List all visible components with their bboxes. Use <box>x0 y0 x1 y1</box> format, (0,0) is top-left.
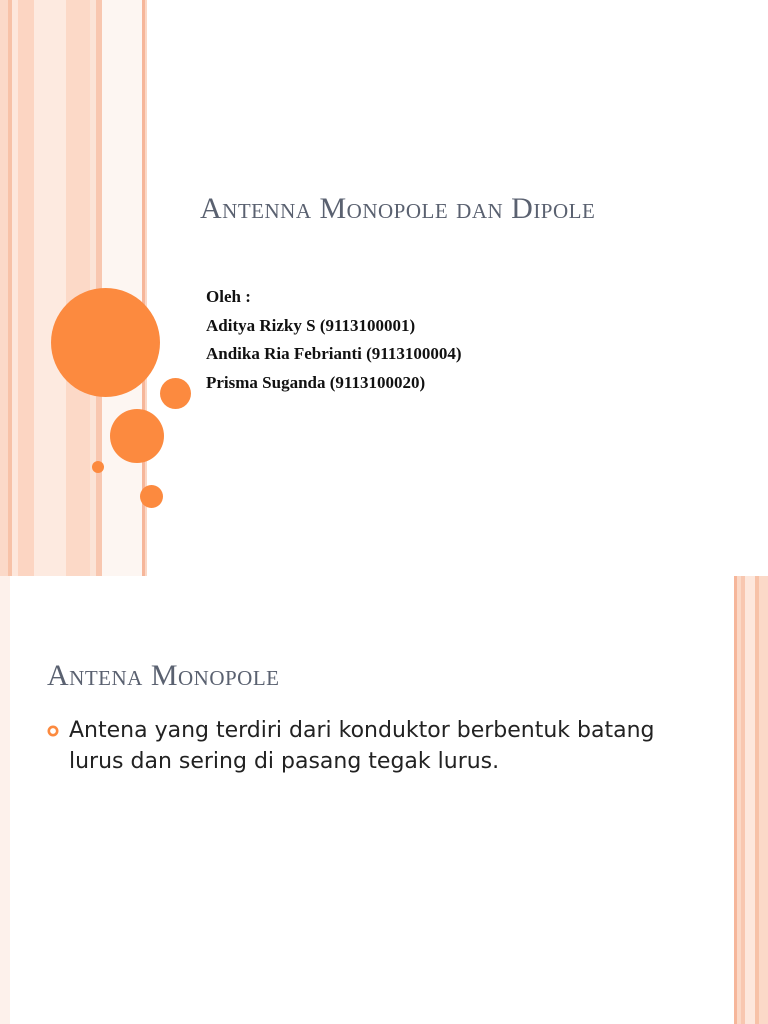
slide-title: Antena Monopole <box>47 659 280 692</box>
decorative-stripe <box>759 576 768 1024</box>
decorative-circle-large <box>51 288 160 397</box>
decorative-circle-small <box>160 378 191 409</box>
decorative-stripe <box>66 0 90 576</box>
bullet-item <box>47 715 707 777</box>
author-name: Aditya Rizky S (9113100001) <box>206 315 416 335</box>
decorative-circle-small <box>140 485 163 508</box>
authors-label: Oleh : <box>206 287 251 306</box>
decorative-stripe <box>0 0 8 576</box>
decorative-circle-tiny <box>92 461 104 473</box>
decorative-stripe <box>745 576 755 1024</box>
ring-bullet-icon <box>47 715 69 745</box>
slide-background <box>0 576 734 1024</box>
decorative-stripe <box>18 0 34 576</box>
content-slide <box>0 576 768 1024</box>
author-name: Prisma Suganda (9113100020) <box>206 372 426 392</box>
author-name: Andika Ria Febrianti (9113100004) <box>206 344 462 363</box>
bullet-text: Antena yang terdiri dari konduktor berbentuk batang lurus dan sering di pasang tegak lurus. <box>69 718 655 774</box>
decorative-stripe <box>34 0 66 576</box>
author-list <box>206 283 706 397</box>
decorative-circle-medium <box>110 409 164 463</box>
slide-title: Antenna Monopole dan Dipole <box>200 192 596 225</box>
decorative-stripe <box>0 576 10 1024</box>
